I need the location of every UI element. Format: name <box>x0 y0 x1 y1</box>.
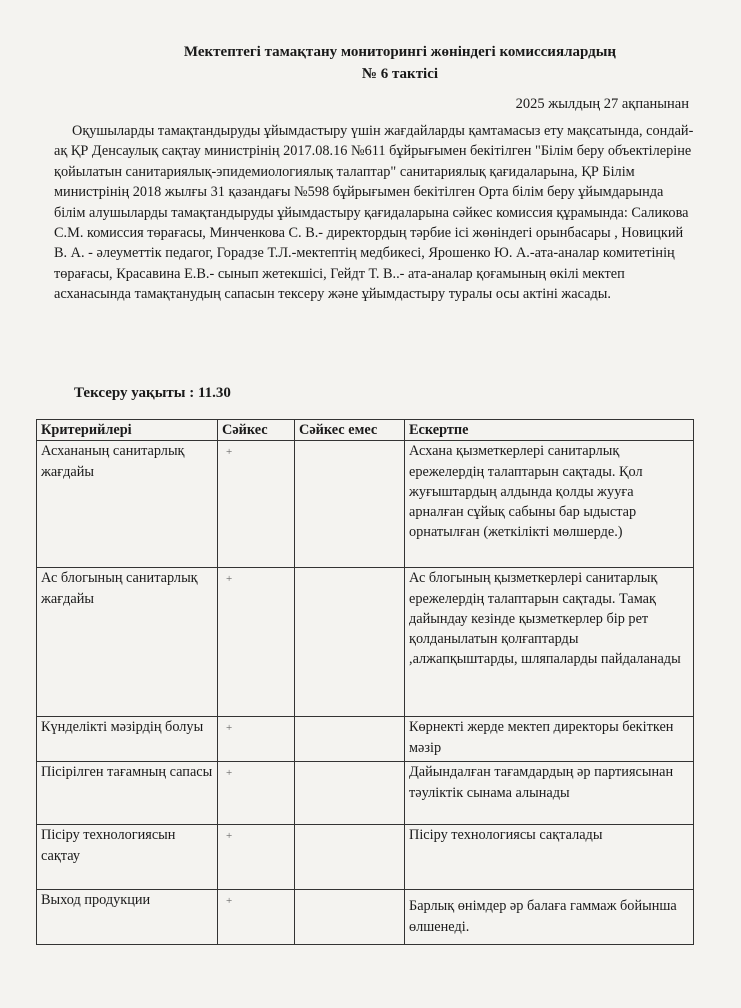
header-note: Ескертпе <box>405 420 694 441</box>
match-cell <box>218 568 295 717</box>
header-mismatch: Сәйкес емес <box>295 420 405 441</box>
match-mark: + <box>226 767 233 780</box>
match-mark: + <box>226 573 233 586</box>
table-row <box>37 825 694 890</box>
header-criteria: Критерийлері <box>37 420 218 441</box>
note-cell: Асхана қызметкерлері санитарлық ережелердің талаптарын сақтады. Қол жуғыштардың алдында қолды жууға арналған сұйық сабыны бар ыдыстар орнатылған (жеткілікті мөлшерде.) <box>405 441 694 568</box>
mismatch-cell <box>295 717 405 762</box>
note-cell: Дайындалған тағамдардың әр партиясынан тәуліктік сынама алынады <box>405 762 694 825</box>
table-row <box>37 717 694 762</box>
match-mark: + <box>226 895 233 908</box>
header-match: Сәйкес <box>218 420 295 441</box>
criterion-cell: Асхананың санитарлық жағдайы <box>37 441 218 568</box>
note-cell: Пісіру технологиясы сақталады <box>405 825 694 890</box>
criterion-cell: Выход продукции <box>37 890 218 945</box>
table-row <box>37 890 694 945</box>
document-date: 2025 жылдың 27 ақпанынан <box>515 96 689 112</box>
inspection-time: Тексеру уақыты : 11.30 <box>74 385 231 401</box>
match-cell <box>218 441 295 568</box>
table-row <box>37 762 694 825</box>
match-mark: + <box>226 830 233 843</box>
mismatch-cell <box>295 890 405 945</box>
mismatch-cell <box>295 825 405 890</box>
criterion-cell: Пісіру технологиясын сақтау <box>37 825 218 890</box>
note-cell: Барлық өнімдер әр балаға гаммаж бойынша өлшенеді. <box>405 890 694 945</box>
match-cell <box>218 825 295 890</box>
table-row <box>37 568 694 717</box>
note-cell: Көрнекті жерде мектеп директоры бекіткен мәзір <box>405 717 694 762</box>
table-row <box>37 441 694 568</box>
mismatch-cell <box>295 568 405 717</box>
match-cell <box>218 762 295 825</box>
document-title: Мектептегі тамақтану мониторингі жөніндегі комиссиялардың <box>183 44 617 60</box>
document-number: № 6 тактісі <box>361 66 439 82</box>
criterion-cell: Күнделікті мәзірдің болуы <box>37 717 218 762</box>
match-mark: + <box>226 722 233 735</box>
note-cell: Ас блогының қызметкерлері санитарлық ережелердің талаптарын сақтады. Тамақ дайындау кезінде қызметкерлер бір рет қолданылатын қолғаптарды ,алжапқыштарды, шляпаларды пайдаланады <box>405 568 694 717</box>
mismatch-cell <box>295 762 405 825</box>
table-header-row <box>37 420 694 441</box>
match-cell <box>218 890 295 945</box>
intro-text: Оқушыларды тамақтандыруды ұйымдастыру үшін жағдайларды қамтамасыз ету мақсатында, сондай-ақ ҚР Денсаулық сақтау министрінің 2017.08.16 №611 бұйрығымен бекітілген "Білім беру объектілеріне қойылатын санитариялық-эпидемиологиялық талаптар" санитариялық қағидаларына, ҚР Білім министрінің 2018 жылғы 31 қазандағы №598 бұйрығымен бекітілген Орта білім беру ұйымдарында білім алушыларды тамақтандыруды ұйымдастыру қағидаларына сәйкес комиссия құрамында: Саликова С.М. комиссия төрағасы, Минченкова С. В.- директордың тәрбие ісі жөніндегі орынбасары , Новицкий В. А. - әлеуметтік педагог, Горадзе Т.Л.-мектептің медбикесі, Ярошенко Ю. А.-ата-аналар комитетінің төрағасы, Красавина Е.В.- сынып жетекшісі, Гейдт Т. В..- ата-аналар қоғамының өкілі мектеп асханасында тамақтанудың сапасын тексеру және ұйымдастыру туралы осы актіні жасады. <box>54 123 694 303</box>
match-mark: + <box>226 446 233 459</box>
match-cell <box>218 717 295 762</box>
inspection-table <box>36 419 694 945</box>
criterion-cell: Ас блогының санитарлық жағдайы <box>37 568 218 717</box>
criterion-cell: Пісірілген тағамның сапасы <box>37 762 218 825</box>
mismatch-cell <box>295 441 405 568</box>
intro-paragraph <box>54 121 694 305</box>
